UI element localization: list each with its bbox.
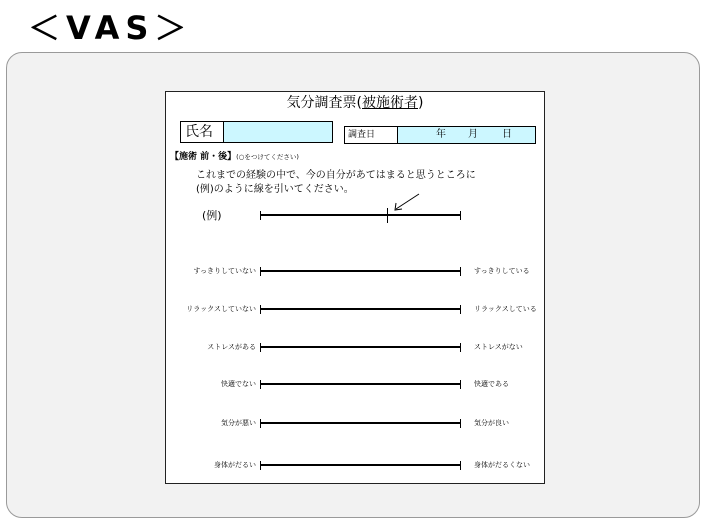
- example-label: (例): [202, 209, 222, 222]
- scale-line[interactable]: [261, 464, 460, 466]
- date-label: 調査日: [344, 126, 398, 144]
- form-title-underlined: 被施術者: [362, 95, 418, 111]
- before-after-selector[interactable]: [170, 151, 299, 163]
- date-year-label: 年: [436, 129, 446, 140]
- example-scale-line: [261, 214, 460, 216]
- vas-heading: ＜VAS＞: [28, 9, 193, 47]
- before-after-hint: (○をつけてください): [236, 153, 299, 161]
- scale-line[interactable]: [261, 270, 460, 272]
- mood-questionnaire-form: [165, 91, 545, 484]
- scale-right-label: ストレスがない: [474, 343, 523, 351]
- date-field[interactable]: [398, 126, 536, 144]
- scale-left-label: 快適でない: [221, 380, 256, 388]
- date-month-label: 月: [468, 129, 478, 140]
- scale-right-label: 快適である: [474, 380, 509, 388]
- scale-right-label: 身体がだるくない: [474, 461, 530, 469]
- form-title: [166, 94, 544, 112]
- instructions: [196, 169, 476, 197]
- scale-line[interactable]: [261, 422, 460, 424]
- scale-left-label: ストレスがある: [207, 343, 256, 351]
- scale-left-label: すっきりしていない: [193, 267, 256, 275]
- example-mark: [387, 208, 388, 223]
- scale-left-label: リラックスしていない: [186, 305, 256, 313]
- example-arrow-icon: [392, 192, 422, 212]
- scale-left-label: 身体がだるい: [214, 461, 256, 469]
- name-field[interactable]: [224, 121, 333, 143]
- instruction-line-2: (例)のように線を引いてください。: [196, 184, 354, 195]
- scale-right-label: すっきりしている: [474, 267, 530, 275]
- scale-line[interactable]: [261, 308, 460, 310]
- scale-right-label: リラックスしている: [474, 305, 537, 313]
- scale-left-label: 気分が悪い: [221, 419, 256, 427]
- before-after-label: 【施術 前・後】: [170, 152, 237, 162]
- scale-line[interactable]: [261, 383, 460, 385]
- form-title-main: 気分調査票(: [286, 95, 362, 111]
- scale-right-label: 気分が良い: [474, 419, 509, 427]
- instruction-line-1: これまでの経験の中で、今の自分があてはまると思うところに: [196, 170, 476, 181]
- date-day-label: 日: [502, 129, 512, 140]
- form-title-end: ): [418, 95, 424, 111]
- name-label: 氏名: [180, 121, 224, 143]
- scale-line[interactable]: [261, 346, 460, 348]
